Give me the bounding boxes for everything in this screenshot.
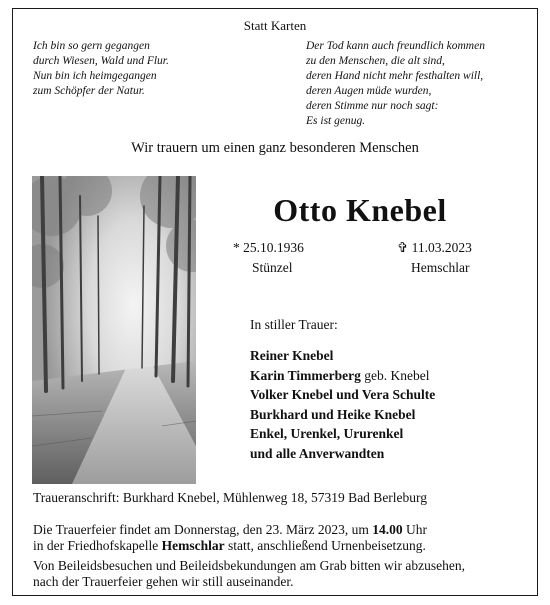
death-place: Hemschlar [411, 260, 470, 275]
mourner-line: Volker Knebel und Vera Schulte [250, 387, 436, 402]
poem-right-line: deren Stimme nur noch sagt: [306, 100, 439, 112]
poem-left-line: durch Wiesen, Wald und Flur. [33, 55, 169, 67]
ceremony-time: 14.00 [372, 522, 403, 537]
condolence-line: Von Beileidsbesuchen und Beileidsbekundungen am Grab bitten wir abzusehen, [33, 558, 466, 573]
birth-place: Stünzel [252, 260, 293, 275]
ceremony-place: Hemschlar [161, 538, 225, 553]
poem-right-line: Der Tod kann auch freundlich kommen [306, 40, 485, 52]
mourning-intro: In stiller Trauer: [250, 317, 338, 332]
poem-left [33, 39, 169, 99]
death-date: ✞ 11.03.2023 [397, 240, 472, 255]
mourner-line: und alle Anverwandten [250, 445, 385, 461]
poem-right-line: deren Hand nicht mehr festhalten will, [306, 70, 484, 82]
mourner-line: Karin Timmerberg geb. Knebel [250, 367, 430, 383]
poem-left-line: Ich bin so gern gegangen [33, 40, 150, 52]
forest-path-image [32, 176, 196, 484]
mourners-list [250, 346, 435, 463]
birth-block [233, 240, 304, 276]
mourning-address: Traueranschrift: Burkhard Knebel, Mühlenweg 18, 57319 Bad Berleburg [33, 490, 428, 505]
tagline: Wir trauern um einen ganz besonderen Menschen [131, 140, 419, 156]
poem-right-line: Es ist genug. [306, 115, 366, 127]
condolence-line: nach der Trauerfeier gehen wir still auseinander. [33, 574, 294, 589]
poem-left-line: Nun bin ich heimgegangen [33, 70, 157, 82]
poem-right [306, 39, 485, 129]
mourner-line: Enkel, Urenkel, Ururenkel [250, 426, 404, 441]
deceased-name: Otto Knebel [273, 192, 447, 228]
forest-photo [32, 176, 196, 484]
ceremony-info: Die Trauerfeier findet am Donnerstag, den 23. März 2023, um 14.00 Uhr in der Friedhofskapelle Hemschlar statt, anschließend Urnenbeisetzung. [33, 522, 428, 553]
mourner-line: Burkhard und Heike Knebel [250, 406, 416, 422]
poem-right-line: zu den Menschen, die alt sind, [306, 55, 445, 67]
condolence-note [33, 558, 465, 590]
birth-date: * 25.10.1936 [233, 240, 304, 255]
mourner-line: Reiner Knebel [250, 348, 334, 363]
poem-right-line: deren Augen müde wurden, [306, 85, 432, 97]
death-block [397, 240, 472, 276]
poem-left-line: zum Schöpfer der Natur. [33, 85, 145, 97]
header-title: Statt Karten [243, 18, 307, 33]
